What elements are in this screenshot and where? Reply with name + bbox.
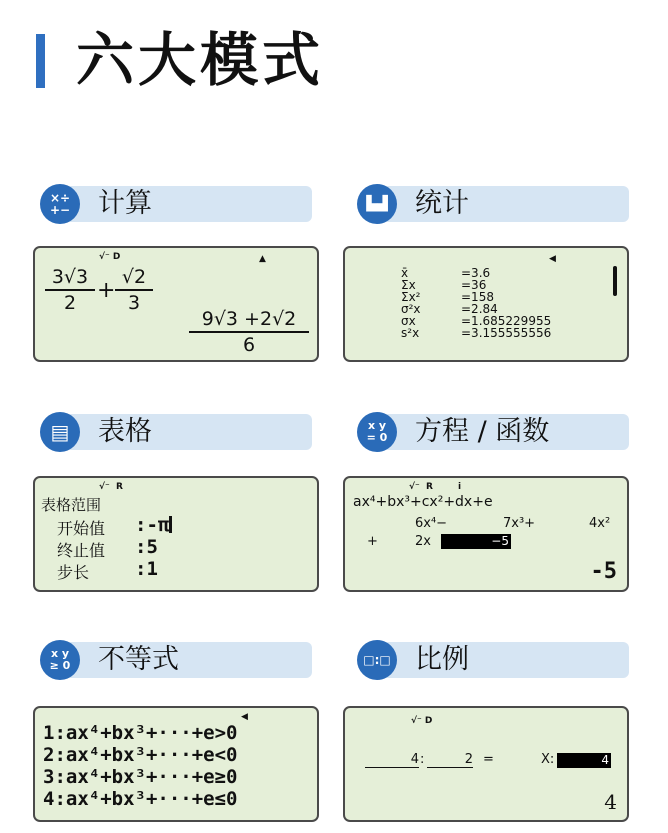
fraction-2 [115, 266, 153, 314]
mode-label-equation: 方程 / 函数 [415, 416, 550, 447]
stat-value: =36 [461, 278, 487, 292]
polynomial-form: ax⁴+bx³+cx²+dx+e [353, 494, 493, 510]
inequality-option-list [43, 722, 237, 810]
root-indicator: √⁻ D [99, 252, 121, 262]
equation-icon: x y = 0 [357, 412, 397, 452]
calc-mode-icon: ×÷ +− [40, 184, 80, 224]
plus-sign: + [97, 278, 116, 303]
inequality-option[interactable]: 3:ax⁴+bx³+···+e≥0 [43, 766, 238, 788]
fraction-1-denominator: 2 [63, 292, 77, 314]
mode-label-ratio: 比例 [415, 644, 469, 675]
left-arrow-icon: ◀ [241, 712, 248, 722]
term-2: 7x³+ [503, 516, 536, 531]
table-icon: ▤ [40, 412, 80, 452]
inequality-screen [33, 706, 319, 822]
fraction-bar [45, 289, 95, 291]
table-start-value[interactable] [135, 514, 172, 536]
mode-label-calc: 计算 [98, 188, 152, 219]
left-arrow-icon: ◀ [549, 254, 556, 264]
inequality-option[interactable]: 4:ax⁴+bx³+···+e≤0 [43, 788, 238, 810]
ratio-term-a[interactable]: 4 [365, 752, 419, 768]
calc-screen [33, 246, 319, 362]
plus-sign: + [367, 534, 378, 549]
ratio-x-label: X: [541, 752, 555, 767]
stat-value: =158 [461, 290, 494, 304]
equation-result: -5 [590, 559, 617, 584]
mode-header-inequality[interactable] [40, 640, 312, 680]
root-indicator: √⁻ R [99, 482, 123, 492]
term-4: 2x [415, 534, 431, 549]
stat-key: σ²x [401, 302, 421, 316]
mode-header-calc[interactable] [40, 184, 312, 224]
stat-value: =3.155555556 [461, 326, 552, 340]
coefficient-input[interactable]: −5 [441, 534, 511, 549]
table-start-value-text: :-π [135, 514, 170, 536]
fraction-2-denominator: 3 [127, 292, 141, 314]
ratio-equals: = [483, 752, 494, 767]
table-end-label: 终止值 [57, 541, 106, 560]
result-numerator: 9√3 +2√2 [201, 308, 297, 330]
term-3: 4x² [589, 516, 611, 531]
ratio-icon: □:□ [357, 640, 397, 680]
stat-key: Σx² [401, 290, 421, 304]
mode-label-stat: 统计 [415, 188, 469, 219]
stat-key: s²x [401, 326, 420, 340]
ratio-screen [343, 706, 629, 822]
stat-key: x̄ [401, 266, 409, 280]
inequality-option[interactable]: 1:ax⁴+bx³+···+e>0 [43, 722, 238, 744]
table-screen [33, 476, 319, 592]
text-cursor [169, 516, 172, 533]
fraction-1-numerator: 3√3 [51, 266, 89, 288]
table-start-label: 开始值 [57, 519, 106, 538]
page-title: 六大模式 [76, 26, 325, 94]
table-step-value: :1 [135, 558, 158, 580]
stat-value: =3.6 [461, 266, 491, 280]
ratio-result: 4 [604, 790, 617, 814]
stat-value: =1.685229955 [461, 314, 552, 328]
stat-key: Σx [401, 278, 416, 292]
ratio-colon: : [420, 752, 425, 767]
stat-key: σx [401, 314, 416, 328]
fraction-1 [45, 266, 95, 314]
title-accent-bar [36, 34, 45, 88]
stat-screen [343, 246, 629, 362]
table-range-label: 表格范围 [41, 496, 102, 514]
table-step-label: 步长 [57, 563, 90, 582]
inequality-icon: x y ≥ 0 [40, 640, 80, 680]
inequality-option[interactable]: 2:ax⁴+bx³+···+e<0 [43, 744, 238, 766]
mode-header-stat[interactable] [357, 184, 629, 224]
result-fraction [189, 308, 309, 356]
mode-label-table: 表格 [98, 416, 152, 447]
root-indicator: √⁻ R i [409, 482, 462, 492]
mode-header-equation[interactable] [357, 412, 629, 452]
bar-chart-icon: ▙▟ [357, 184, 397, 224]
mode-label-inequality: 不等式 [98, 644, 179, 675]
equation-screen [343, 476, 629, 592]
table-end-value: :5 [135, 536, 158, 558]
root-indicator: √⁻ D [411, 716, 433, 726]
mode-header-table[interactable] [40, 412, 312, 452]
up-arrow-icon: ▲ [259, 254, 266, 264]
fraction-bar [189, 331, 309, 333]
ratio-term-b[interactable]: 2 [427, 752, 473, 768]
fraction-2-numerator: √2 [121, 266, 147, 288]
term-1: 6x⁴− [415, 516, 448, 531]
fraction-bar [115, 289, 153, 291]
scroll-indicator [613, 266, 617, 296]
mode-header-ratio[interactable] [357, 640, 629, 680]
ratio-x-input[interactable]: 4 [557, 753, 611, 768]
stat-value: =2.84 [461, 302, 498, 316]
result-denominator: 6 [242, 334, 256, 356]
stat-row [401, 328, 551, 339]
